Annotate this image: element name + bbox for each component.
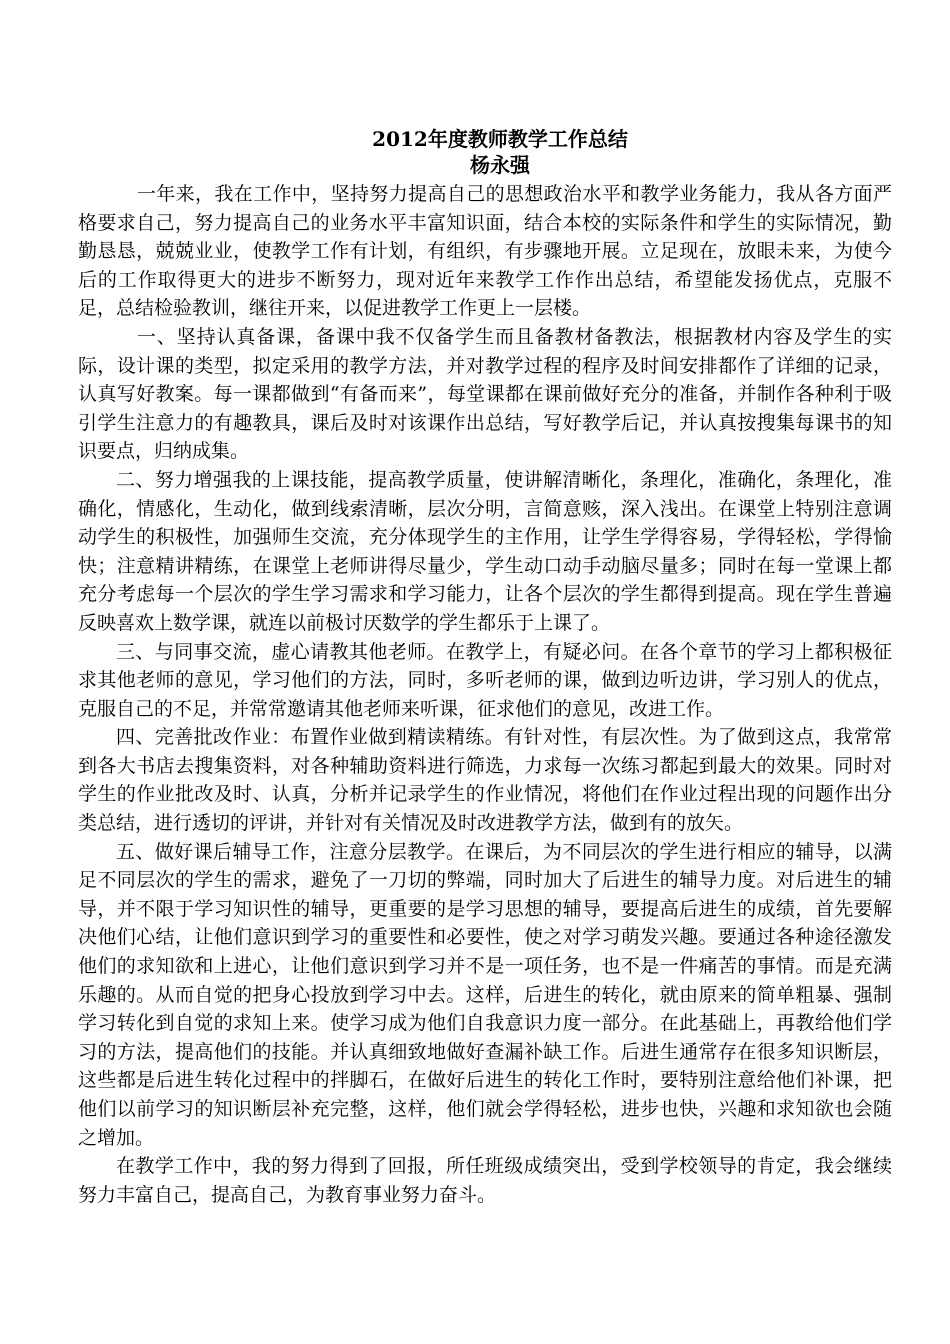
paragraph-section-3: 三、与同事交流，虚心请教其他老师。在教学上，有疑必问。在各个章节的学习上都积极征求其他老师的意见，学习他们的方法，同时，多听老师的课，做到边听边讲，学习别人的优点，克服自己的不足，并常常邀请其他老师来听课，征求他们的意见，改进工作。: [78, 640, 892, 720]
paragraph-section-4: 四、完善批改作业：布置作业做到精读精练。有针对性，有层次性。为了做到这点，我常常到各大书店去搜集资料，对各种辅助资料进行筛选，力求每一次练习都起到最大的效果。同时对学生的作业批改及时、认真，分析并记录学生的作业情况，将他们在作业过程出现的问题作出分类总结，进行透切的评讲，并针对有关情况及时改进教学方法，做到有的放矢。: [78, 726, 892, 835]
paragraph-section-5: 五、做好课后辅导工作，注意分层教学。在课后，为不同层次的学生进行相应的辅导，以满足不同层次的学生的需求，避免了一刀切的弊端，同时加大了后进生的辅导力度。对后进生的辅导，并不限于学习知识性的辅导，更重要的是学习思想的辅导，要提高后进生的成绩，首先要解决他们心结，让他们意识到学习的重要性和必要性，使之对学习萌发兴趣。要通过各种途径激发他们的求知欲和上进心，让他们意识到学习并不是一项任务，也不是一件痛苦的事情。而是充满乐趣的。从而自觉的把身心投放到学习中去。这样，后进生的转化，就由原来的简单粗暴、强制学习转化到自觉的求知上来。使学习成为他们自我意识力度一部分。在此基础上，再教给他们学习的方法，提高他们的技能。并认真细致地做好查漏补缺工作。后进生通常存在很多知识断层，这些都是后进生转化过程中的拌脚石，在做好后进生的转化工作时，要特别注意给他们补课，把他们以前学习的知识断层补充完整，这样，他们就会学得轻松，进步也快，兴趣和求知欲也会随之增加。: [78, 840, 892, 1149]
document-author: 杨永强: [470, 153, 530, 177]
paragraph-conclusion: 在教学工作中，我的努力得到了回报，所任班级成绩突出，受到学校领导的肯定，我会继续努力丰富自己，提高自己，为教育事业努力奋斗。: [78, 1155, 892, 1206]
document-title: 2012年度教师教学工作总结: [372, 127, 628, 151]
paragraph-section-1: 一、坚持认真备课，备课中我不仅备学生而且备教材备教法，根据教材内容及学生的实际，设计课的类型，拟定采用的教学方法，并对教学过程的程序及时间安排都作了详细的记录，认真写好教案。每一课都做到“有备而来”，每堂课都在课前做好充分的准备，并制作各种利于吸引学生注意力的有趣教具，课后及时对该课作出总结，写好教学后记，并认真按搜集每课书的知识要点，归纳成集。: [78, 325, 892, 463]
paragraph-intro: 一年来，我在工作中，坚持努力提高自己的思想政治水平和教学业务能力，我从各方面严格要求自己，努力提高自己的业务水平丰富知识面，结合本校的实际条件和学生的实际情况，勤勤恳恳，兢兢业业，使教学工作有计划，有组织，有步骤地开展。立足现在，放眼未来，为使今后的工作取得更大的进步不断努力，现对近年来教学工作作出总结，希望能发扬优点，克服不足，总结检验教训，继往开来，以促进教学工作更上一层楼。: [78, 183, 892, 320]
document-page: [78, 126, 892, 1209]
paragraph-section-2: 二、努力增强我的上课技能，提高教学质量，使讲解清晰化，条理化，准确化，条理化，准确化，情感化，生动化，做到线索清晰，层次分明，言简意赅，深入浅出。在课堂上特别注意调动学生的积极性，加强师生交流，充分体现学生的主作用，让学生学得容易，学得轻松，学得愉快；注意精讲精练，在课堂上老师讲得尽量少，学生动口动手动脑尽量多；同时在每一堂课上都充分考虑每一个层次的学生学习需求和学习能力，让各个层次的学生都得到提高。现在学生普遍反映喜欢上数学课，就连以前极讨厌数学的学生都乐于上课了。: [78, 468, 892, 634]
